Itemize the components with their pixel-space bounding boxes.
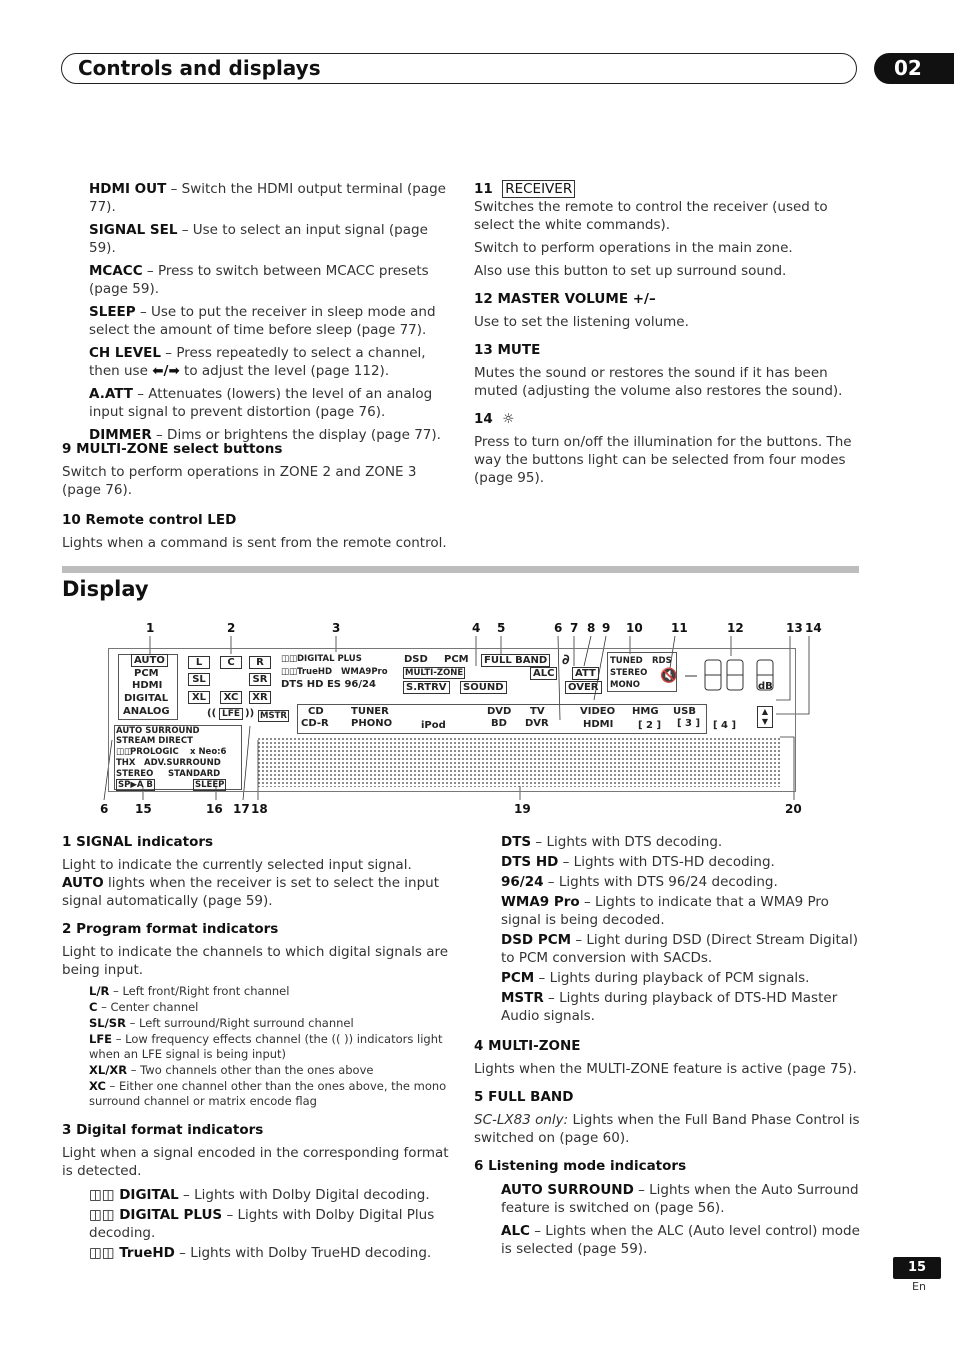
indicator-sleep: SLEEP bbox=[195, 780, 225, 790]
callout-6: 6 bbox=[554, 621, 563, 635]
input-hdmi: HDMI bbox=[583, 719, 614, 730]
channel-r: R bbox=[249, 656, 271, 669]
mode-prologic: PROLOGIC bbox=[130, 747, 179, 757]
format-dts: DTS – Lights with DTS decoding. bbox=[501, 834, 723, 850]
callout-18: 18 bbox=[251, 802, 268, 816]
item-hdmi-out: HDMI OUT – Switch the HDMI output terminal (page 77). bbox=[89, 181, 446, 215]
zone-3: [ 3 ] bbox=[677, 718, 701, 729]
item-mcacc: MCACC – Press to switch between MCACC presets (page 59). bbox=[89, 263, 429, 297]
signal-auto: AUTO bbox=[131, 654, 168, 667]
display-section-title: Display bbox=[62, 577, 149, 601]
callout-20: 20 bbox=[785, 802, 802, 816]
format-dolby-digital-plus: ◫◫ DIGITAL PLUS – Lights with Dolby Digital Plus decoding. bbox=[89, 1207, 435, 1241]
indicator-s-rtrv: S.RTRV bbox=[403, 681, 450, 694]
section-14-heading: 14 ☼ bbox=[474, 411, 515, 427]
format-mstr: MSTR – Lights during playback of DTS-HD Master Audio signals. bbox=[501, 990, 838, 1024]
channel-lfe: LFE bbox=[219, 708, 243, 720]
indicator-sound: SOUND bbox=[460, 681, 507, 694]
indicator-dsd: DSD bbox=[404, 654, 428, 665]
indicator-tuned: TUNED bbox=[610, 656, 643, 666]
input-dvd: DVD bbox=[487, 706, 512, 717]
section-3-heading: 3 Digital format indicators bbox=[62, 1122, 264, 1138]
input-bd: BD bbox=[491, 718, 507, 729]
dolby-logo-icon: ◫◫ bbox=[281, 654, 298, 664]
scroll-arrows-icon: ▲ ▼ bbox=[757, 706, 773, 728]
input-dvr: DVR bbox=[525, 718, 549, 729]
channel-l: L bbox=[188, 656, 210, 669]
input-usb: USB bbox=[673, 706, 696, 717]
mute-speaker-icon: 🔇 bbox=[660, 668, 678, 684]
indicator-dts-hd-es: DTS HD ES 96/24 bbox=[281, 679, 376, 690]
format-dsd-pcm: DSD PCM – Light during DSD (Direct Stream Digital) to PCM conversion with SACDs. bbox=[501, 932, 859, 966]
section-9-body: Switch to perform operations in ZONE 2 and ZONE 3 (page 76). bbox=[62, 464, 417, 498]
callout-2: 2 bbox=[227, 621, 236, 635]
indicator-db: dB bbox=[758, 681, 773, 692]
callout-9: 9 bbox=[602, 621, 611, 635]
callout-16: 16 bbox=[206, 802, 223, 816]
section-5-heading: 5 FULL BAND bbox=[474, 1089, 574, 1105]
callout-12: 12 bbox=[727, 621, 744, 635]
signal-pcm: PCM bbox=[134, 668, 159, 679]
indicator-alc: ALC bbox=[530, 667, 557, 680]
section-3-body: Light when a signal encoded in the corresponding format is detected. bbox=[62, 1145, 449, 1179]
indicator-mstr: MSTR bbox=[260, 711, 287, 721]
mode-thx: THX bbox=[116, 758, 136, 768]
character-display-matrix bbox=[257, 737, 782, 787]
legend-item-c: C – Center channel bbox=[89, 1000, 199, 1014]
section-9-heading: 9 MULTI-ZONE select buttons bbox=[62, 441, 283, 457]
section-11-heading: 11 RECEIVER bbox=[474, 180, 864, 198]
callout-6-bottom: 6 bbox=[100, 802, 109, 816]
item-ch-level: CH LEVEL – Press repeatedly to select a channel, then use ⬅/➡ to adjust the level (page 112). bbox=[89, 345, 426, 379]
receiver-key: RECEIVER bbox=[502, 180, 575, 198]
section-10-body: Lights when a command is sent from the remote control. bbox=[62, 535, 447, 551]
indicator-wma9pro: WMA9Pro bbox=[341, 667, 388, 677]
mode-stream-direct: STREAM DIRECT bbox=[116, 736, 193, 746]
callout-17: 17 bbox=[233, 802, 250, 816]
section-6-heading: 6 Listening mode indicators bbox=[474, 1158, 687, 1174]
signal-digital: DIGITAL bbox=[124, 693, 169, 704]
lfe-bracket-right-icon: )) bbox=[245, 708, 255, 719]
section-12-heading: 12 MASTER VOLUME +/– bbox=[474, 291, 656, 307]
mode-neo6: x Neo:6 bbox=[190, 747, 227, 757]
legend-item-lr: L/R – Left front/Right front channel bbox=[89, 984, 290, 998]
format-pcm: PCM – Lights during playback of PCM signals. bbox=[501, 970, 810, 986]
section-14-body: Press to turn on/off the illumination for the buttons. The way the buttons light can be selected from four modes (page 95). bbox=[474, 434, 852, 486]
format-dolby-digital: ◫◫ DIGITAL – Lights with Dolby Digital decoding. bbox=[89, 1187, 430, 1203]
input-cd: CD bbox=[308, 706, 324, 717]
channel-legend-list bbox=[89, 984, 454, 1109]
mode-standard: STANDARD bbox=[168, 769, 221, 779]
arrow-icons: ⬅/➡ bbox=[152, 363, 180, 379]
callout-8: 8 bbox=[587, 621, 596, 635]
callout-15: 15 bbox=[135, 802, 152, 816]
input-tuner: TUNER bbox=[351, 706, 389, 717]
callout-19: 19 bbox=[514, 802, 531, 816]
section-2-body: Light to indicate the channels to which digital signals are being input. bbox=[62, 944, 449, 978]
bottom-right-column bbox=[474, 833, 866, 1263]
indicator-full-band: FULL BAND bbox=[481, 654, 550, 667]
indicator-speaker-ab: SP▶A B bbox=[118, 780, 153, 790]
signal-hdmi: HDMI bbox=[132, 680, 163, 691]
chapter-number: 02 bbox=[874, 53, 954, 84]
section-1-body: Light to indicate the currently selected input signal. bbox=[62, 857, 412, 873]
legend-item-lfe: LFE – Low frequency effects channel (the (( )) indicators light when an LFE signal is being input) bbox=[89, 1032, 443, 1061]
callout-4: 4 bbox=[472, 621, 481, 635]
page-header-title: Controls and displays bbox=[78, 56, 321, 80]
indicator-stereo: STEREO bbox=[610, 668, 648, 678]
input-cd-r: CD-R bbox=[301, 718, 329, 729]
callout-13: 13 bbox=[786, 621, 803, 635]
section-13-heading: 13 MUTE bbox=[474, 342, 541, 358]
channel-sr: SR bbox=[249, 673, 271, 686]
format-dts-hd: DTS HD – Lights with DTS-HD decoding. bbox=[501, 854, 775, 870]
section-10-heading: 10 Remote control LED bbox=[62, 512, 237, 528]
item-dimmer: DIMMER – Dims or brightens the display (page 77). bbox=[89, 427, 441, 443]
item-sleep: SLEEP – Use to put the receiver in sleep mode and select the amount of time before sleep (page 77). bbox=[89, 304, 436, 338]
callout-5: 5 bbox=[497, 621, 506, 635]
callout-1: 1 bbox=[146, 621, 155, 635]
signal-analog: ANALOG bbox=[123, 706, 170, 717]
dolby-logo-icon-2: ◫◫ bbox=[281, 667, 298, 677]
input-tv: TV bbox=[530, 706, 545, 717]
indicator-mono: MONO bbox=[610, 680, 641, 690]
callout-14: 14 bbox=[805, 621, 822, 635]
section-1-auto: AUTO lights when the receiver is set to select the input signal automatically (page 59). bbox=[62, 875, 440, 909]
zone-2: [ 2 ] bbox=[638, 720, 662, 731]
channel-sl: SL bbox=[188, 673, 210, 686]
indicator-digital-plus: DIGITAL PLUS bbox=[297, 654, 362, 664]
input-hmg: HMG bbox=[632, 706, 659, 717]
lfe-bracket-left-icon: (( bbox=[207, 708, 217, 719]
dolby-format-list bbox=[89, 1186, 454, 1262]
section-1-heading: 1 SIGNAL indicators bbox=[62, 834, 214, 850]
dts-format-list bbox=[501, 833, 866, 1025]
callout-7: 7 bbox=[570, 621, 579, 635]
channel-c: C bbox=[220, 656, 242, 669]
input-ipod: iPod bbox=[421, 720, 446, 731]
indicator-rds: RDS bbox=[652, 656, 672, 666]
format-wma9-pro: WMA9 Pro – Lights to indicate that a WMA9 Pro signal is being decoded. bbox=[501, 894, 829, 928]
callout-3: 3 bbox=[332, 621, 341, 635]
language-label: En bbox=[912, 1280, 926, 1293]
mode-adv-surround: ADV.SURROUND bbox=[144, 758, 221, 768]
section-2-heading: 2 Program format indicators bbox=[62, 921, 279, 937]
section-11-p2: Switch to perform operations in the main zone. bbox=[474, 240, 793, 256]
section-4-heading: 4 MULTI-ZONE bbox=[474, 1038, 581, 1054]
zone-4: [ 4 ] bbox=[713, 720, 737, 731]
mode-auto-surround-desc: AUTO SURROUND – Lights when the Auto Surround feature is switched on (page 56). bbox=[501, 1182, 859, 1216]
item-a-att: A.ATT – Attenuates (lowers) the level of an analog input signal to prevent distortion (page 76). bbox=[89, 386, 433, 420]
legend-item-slsr: SL/SR – Left surround/Right surround channel bbox=[89, 1016, 354, 1030]
indicator-pcm: PCM bbox=[444, 654, 469, 665]
indicator-att: ATT bbox=[572, 667, 599, 680]
section-11-p1: Switches the remote to control the receiver (used to select the white commands). bbox=[474, 199, 828, 233]
section-11-p3: Also use this button to set up surround sound. bbox=[474, 263, 787, 279]
legend-item-xlxr: XL/XR – Two channels other than the ones above bbox=[89, 1063, 374, 1077]
illumination-icon: ☼ bbox=[502, 411, 515, 427]
mode-alc-desc: ALC – Lights when the ALC (Auto level control) mode is selected (page 59). bbox=[501, 1223, 860, 1257]
section-4-body: Lights when the MULTI-ZONE feature is active (page 75). bbox=[474, 1061, 857, 1077]
bottom-left-column bbox=[62, 833, 454, 1262]
mode-auto-surround: AUTO SURROUND bbox=[116, 726, 200, 736]
dolby-logo-icon-3: ◫◫ bbox=[116, 747, 133, 757]
indicator-truehd: TrueHD bbox=[297, 667, 333, 677]
listening-mode-list bbox=[501, 1181, 866, 1258]
format-96-24: 96/24 – Lights with DTS 96/24 decoding. bbox=[501, 874, 778, 890]
section-12-body: Use to set the listening volume. bbox=[474, 314, 689, 330]
callout-10: 10 bbox=[626, 621, 643, 635]
item-signal-sel: SIGNAL SEL – Use to select an input signal (page 59). bbox=[89, 222, 428, 256]
format-dolby-truehd: ◫◫ TrueHD – Lights with Dolby TrueHD decoding. bbox=[89, 1245, 432, 1261]
section-5-body: SC-LX83 only: Lights when the Full Band Phase Control is switched on (page 60). bbox=[474, 1112, 860, 1146]
legend-item-xc: XC – Either one channel other than the ones above, the mono surround channel or matrix encode flag bbox=[89, 1079, 447, 1108]
callout-11: 11 bbox=[671, 621, 688, 635]
channel-xr: XR bbox=[249, 691, 271, 704]
indicator-over: OVER bbox=[565, 681, 602, 694]
phase-control-icon: ∂ bbox=[562, 652, 570, 668]
page-number: 15 bbox=[893, 1257, 941, 1279]
indicator-multi-zone: MULTI-ZONE bbox=[405, 668, 464, 678]
channel-xc: XC bbox=[220, 691, 242, 704]
mode-stereo: STEREO bbox=[116, 769, 154, 779]
input-phono: PHONO bbox=[351, 718, 393, 729]
section-13-body: Mutes the sound or restores the sound if it has been muted (adjusting the volume also restores the sound). bbox=[474, 365, 843, 399]
channel-xl: XL bbox=[188, 691, 210, 704]
input-video: VIDEO bbox=[580, 706, 616, 717]
